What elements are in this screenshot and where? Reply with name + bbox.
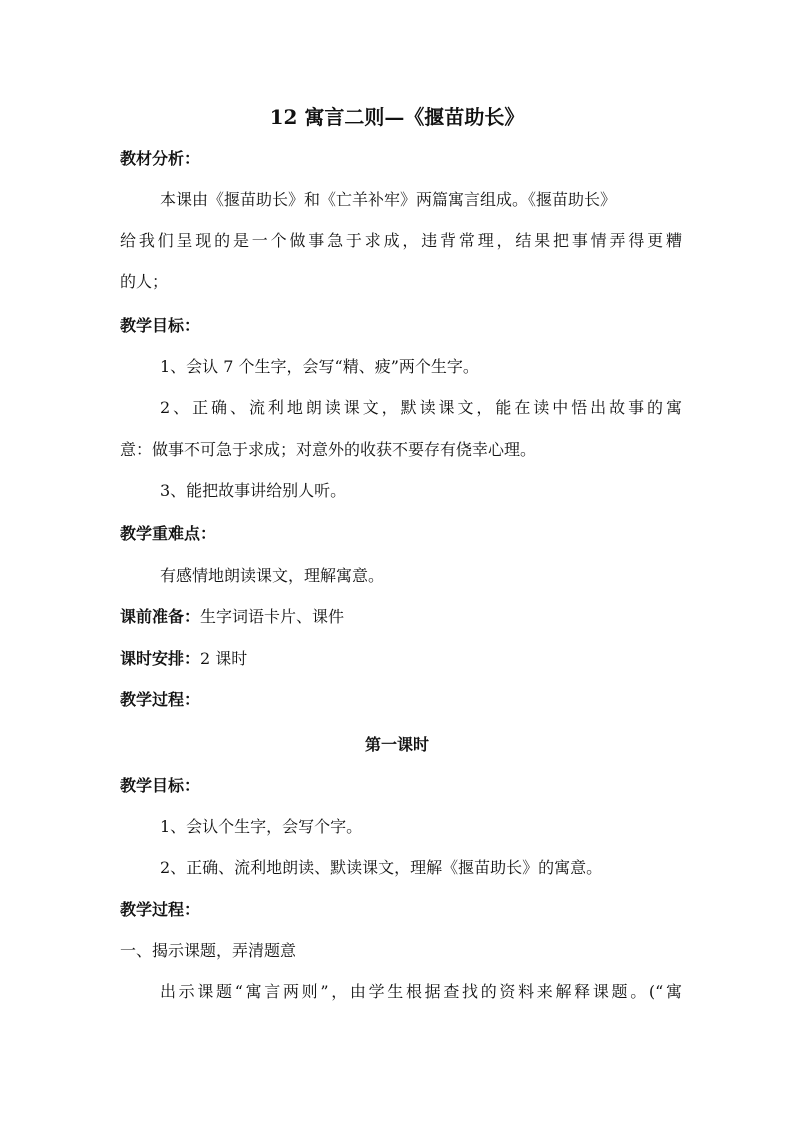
lesson-1-goals-heading: 教学目标： (120, 776, 201, 795)
goal-item-2-line-2: 意：做事不可急于求成；对意外的收获不要存有侥幸心理。 (120, 440, 537, 459)
key-points-text: 有感情地朗读课文，理解寓意。 (160, 566, 385, 585)
schedule-label: 课时安排： (120, 649, 201, 668)
goal-item-2-line-1: 2、正确、流利地朗读课文，默读课文，能在读中悟出故事的寓 (160, 398, 682, 417)
analysis-heading: 教材分析： (120, 149, 201, 168)
lesson-1-heading: 第一课时 (364, 735, 429, 754)
lesson-1-process-heading: 教学过程： (120, 900, 201, 919)
preparation-line (120, 607, 682, 627)
goal-item-1: 1、会认 7 个生字，会写“精、疲”两个生字。 (160, 357, 479, 376)
process-heading: 教学过程： (120, 690, 201, 709)
key-points-heading: 教学重难点： (120, 524, 217, 543)
analysis-line-1: 本课由《揠苗助长》和《亡羊补牢》两篇寓言组成。《揠苗助长》 (160, 190, 617, 209)
goal-item-3: 3、能把故事讲给别人听。 (160, 481, 347, 500)
analysis-line-3: 的人； (120, 272, 169, 291)
schedule-text: 2 课时 (200, 649, 248, 668)
goals-heading: 教学目标： (120, 316, 201, 335)
document-title: 12 寓言二则—《揠苗助长》 (269, 105, 525, 129)
step-1-title: 一、揭示课题，弄清题意 (120, 941, 297, 960)
analysis-line-2: 给我们呈现的是一个做事急于求成，违背常理，结果把事情弄得更糟 (120, 231, 682, 250)
schedule-line (120, 649, 682, 669)
preparation-label: 课前准备： (120, 607, 201, 626)
preparation-text: 生字词语卡片、课件 (200, 607, 345, 626)
step-1-text: 出示课题“寓言两则”，由学生根据查找的资料来解释课题。(“寓 (160, 982, 682, 1001)
lesson-1-goal-1: 1、会认个生字，会写个字。 (160, 817, 363, 836)
lesson-1-goal-2: 2、正确、流利地朗读、默读课文，理解《揠苗助长》的寓意。 (160, 858, 603, 877)
